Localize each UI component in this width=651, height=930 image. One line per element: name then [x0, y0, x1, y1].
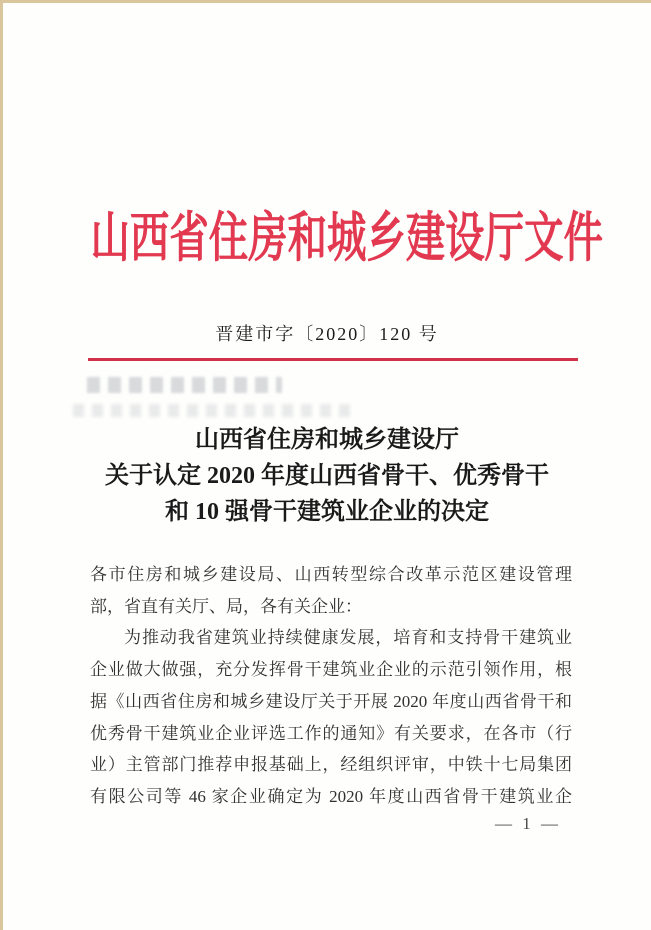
body-line: 为推动我省建筑业持续健康发展，培育和支持骨干建筑业	[124, 628, 572, 648]
body-line: 业）主管部门推荐申报基础上，经组织评审，中铁十七局集团	[90, 755, 572, 775]
scan-bleed-artifact	[87, 377, 282, 393]
salutation-line: 各市住房和城乡建设局、山西转型综合改革示范区建设管理	[90, 565, 572, 584]
scan-bleed-artifact	[73, 404, 358, 417]
document-body	[90, 559, 572, 813]
page-number: — 1 —	[495, 814, 561, 833]
body-line: 企业做大做强，充分发挥骨干建筑业企业的示范引领作用，根	[90, 660, 572, 680]
body-line: 据《山西省住房和城乡建设厅关于开展 2020 年度山西省骨干和	[90, 691, 572, 711]
body-line: 优秀骨干建筑业企业评选工作的通知》有关要求，在各市（行	[90, 723, 572, 743]
document-reference-number: 晋建市字〔2020〕120 号	[215, 324, 439, 344]
document-title-line: 和 10 强骨干建筑业企业的决定	[165, 499, 489, 525]
document-title-line: 关于认定 2020 年度山西省骨干、优秀骨干	[105, 463, 549, 489]
document-title	[3, 422, 651, 530]
body-line: 有限公司等 46 家企业确定为 2020 年度山西省骨干建筑业企	[90, 786, 572, 806]
salutation-line: 部，省直有关厅、局，各有关企业：	[90, 596, 362, 616]
red-letterhead-title: 山西省住房和城乡建设厅文件	[90, 208, 603, 268]
red-separator-rule	[88, 358, 578, 361]
document-title-line: 山西省住房和城乡建设厅	[195, 427, 459, 453]
